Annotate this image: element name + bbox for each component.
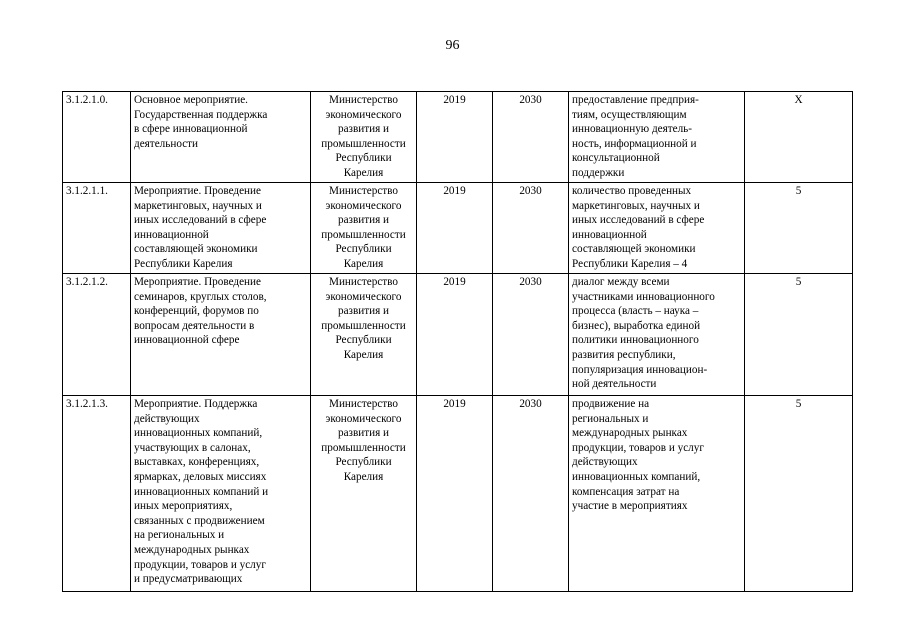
row-end-year: 2030 <box>493 183 569 274</box>
row-start-year: 2019 <box>417 183 493 274</box>
row-end-year: 2030 <box>493 396 569 592</box>
row-code: 3.1.2.1.0. <box>63 92 131 183</box>
table-row <box>63 183 853 274</box>
row-executor: Министерство экономического развития и промышленности Республики Карелия <box>311 274 417 396</box>
row-code: 3.1.2.1.1. <box>63 183 131 274</box>
table-row <box>63 396 853 592</box>
row-code: 3.1.2.1.3. <box>63 396 131 592</box>
row-executor: Министерство экономического развития и промышленности Республики Карелия <box>311 396 417 592</box>
row-executor: Министерство экономического развития и промышленности Республики Карелия <box>311 183 417 274</box>
row-code: 3.1.2.1.2. <box>63 274 131 396</box>
row-activity-name: Мероприятие. Поддержка действующих инновационных компаний, участвующих в салонах, выставках, конференциях, ярмарках, деловых миссиях инновационных компаний и иных мероприятиях, связанных с продвижением на региональных и международных рынках продукции, товаров и услуг и предусматривающих <box>131 396 311 592</box>
row-start-year: 2019 <box>417 92 493 183</box>
row-expected-result: предоставление предприя- тиям, осуществляющим инновационную деятель- ность, информационной и консультационной поддержки <box>569 92 745 183</box>
row-activity-name: Основное мероприятие. Государственная поддержка в сфере инновационной деятельности <box>131 92 311 183</box>
row-end-year: 2030 <box>493 92 569 183</box>
table-row <box>63 92 853 183</box>
row-expected-result: диалог между всеми участниками инновационного процесса (власть – наука – бизнес), выработка единой политики инновационного развития республики, популяризация инновацион- ной деятельности <box>569 274 745 396</box>
row-expected-result: количество проведенных маркетинговых, научных и иных исследований в сфере инновационной составляющей экономики Республики Карелия – 4 <box>569 183 745 274</box>
row-activity-name: Мероприятие. Проведение семинаров, круглых столов, конференций, форумов по вопросам деятельности в инновационной сфере <box>131 274 311 396</box>
row-start-year: 2019 <box>417 274 493 396</box>
row-expected-result: продвижение на региональных и международных рынках продукции, товаров и услуг действующих инновационных компаний, компенсация затрат на участие в мероприятиях <box>569 396 745 592</box>
row-start-year: 2019 <box>417 396 493 592</box>
row-indicator: 5 <box>745 274 853 396</box>
activities-table <box>62 91 853 592</box>
row-activity-name: Мероприятие. Проведение маркетинговых, научных и иных исследований в сфере инновационной составляющей экономики Республики Карелия <box>131 183 311 274</box>
row-indicator: 5 <box>745 396 853 592</box>
page-number: 96 <box>445 38 460 53</box>
row-executor: Министерство экономического развития и промышленности Республики Карелия <box>311 92 417 183</box>
row-indicator: Х <box>745 92 853 183</box>
row-indicator: 5 <box>745 183 853 274</box>
table-row <box>63 274 853 396</box>
row-end-year: 2030 <box>493 274 569 396</box>
